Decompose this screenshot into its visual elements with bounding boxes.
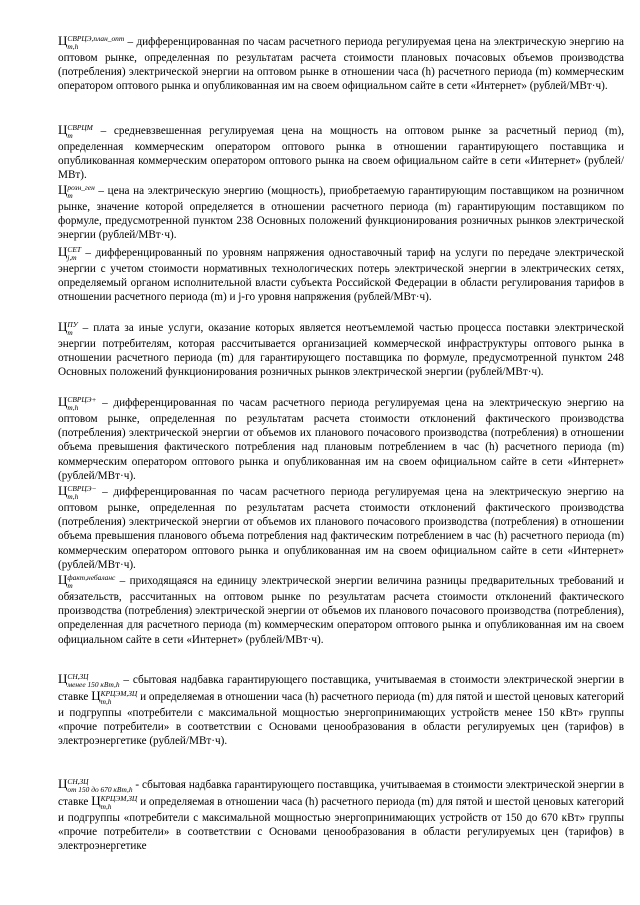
- symbol: Ц СВРЦЭ,план_опт m,h: [58, 33, 125, 51]
- definition-paragraph: Ц ПУ m – плата за иные услуги, оказание которых является неотъемлемой частью процесса поставки электрической энергии потребителям, которая рассчитывается организацией коммерческой инфраструктуры оптового рынка в отношении расчетного периода (m) для гарантирующего поставщика по формуле, предусмотренной пунктом 248 Основных положений функционирования розничных рынков электрической энергии (рублей/МВт·ч).: [58, 319, 624, 379]
- symbol: Ц СЕТ j,m: [58, 244, 81, 262]
- definition-paragraph: Ц СН,ЗЦ менее 150 кВт,h – сбытовая надбавка гарантирующего поставщика, учитываемая в стоимости электрической энергии в ставке Ц КРЦЭМ,ЗЦ m,h и определяемая в отношении часа (h) расчетного периода (m) для пятой и шестой ценовых категорий и подгруппы «потребители с максимальной мощностью энергопринимающих устройств менее 150 кВт» группы «прочие потребители» в соответствии с Основами ценообразования в области регулируемых цен (тарифов) в электроэнергетике (рублей/МВт·ч).: [58, 671, 624, 748]
- definition-paragraph: Ц факт,небаланс m – приходящаяся на единицу электрической энергии величина разницы предварительных требований и обязательств, рассчитанных на оптовом рынке по результатам расчета стоимости отклонений фактического производства (потребления) электрической энергии от объемов их планового почасового производства (потребления), определенная для расчетного периода (m) коммерческим оператором оптового рынка и опубликованная им на своем официальном сайте в сети «Интернет» (рублей/МВт·ч).: [58, 572, 624, 646]
- symbol: Ц СН,ЗЦ от 150 до 670 кВт,h: [58, 776, 133, 794]
- definition-paragraph: Ц розн_ген m – цена на электрическую энергию (мощность), приобретаемую гарантирующим поставщиком на розничном рынке, значение которой определяется в отношении расчетного периода (m) гарантирующим поставщиком по формуле, предусмотренной пунктом 238 Основных положений функционирования розничных рынков электрической энергии (рублей/МВт·ч).: [58, 182, 624, 242]
- symbol: Ц факт,небаланс m: [58, 572, 116, 590]
- symbol: Ц КРЦЭМ,ЗЦ m,h: [91, 793, 138, 811]
- symbol: Ц СН,ЗЦ менее 150 кВт,h: [58, 671, 120, 689]
- definition-paragraph: Ц СВРЦЭ,план_опт m,h – дифференцированная по часам расчетного периода регулируемая цена на электрическую энергию на оптовом рынке, определенная по результатам расчета стоимости плановых почасовых объемов производства (потребления) электрической энергии на оптовом рынке в отношении часа (h) расчетного периода (m) коммерческим оператором оптового рынка и опубликованная им на своем официальном сайте в сети «Интернет» (рублей/МВт·ч).: [58, 33, 624, 93]
- definition-paragraph: Ц СВРЦЭ− m,h – дифференцированная по часам расчетного периода регулируемая цена на электрическую энергию на оптовом рынке, определенная по результатам расчета стоимости отклонений фактического производства (потребления) электрической энергии от объемов их планового почасового производства (потребления) в отношении объема превышения планового объема потребления над фактическим потреблением в час (h) расчетного периода (m) коммерческим оператором оптового рынка и опубликованная им на своем официальном сайте в сети «Интернет» (рублей/МВт·ч).: [58, 483, 624, 571]
- definition-paragraph: Ц СВРЦМ m – средневзвешенная регулируемая цена на мощность на оптовом рынке за расчетный период (m), определенная коммерческим оператором оптового рынка в отношении гарантирующего поставщика и опубликованная коммерческим оператором оптового рынка на своем официальном сайте в сети «Интернет» (рублей/МВт).: [58, 122, 624, 182]
- definition-paragraph: Ц СН,ЗЦ от 150 до 670 кВт,h - сбытовая надбавка гарантирующего поставщика, учитываемая в стоимости электрической энергии в ставке Ц КРЦЭМ,ЗЦ m,h и определяемая в отношении часа (h) расчетного периода (m) для пятой и шестой ценовых категорий и подгруппы «потребители с максимальной мощностью энергопринимающих устройств от 150 до 670 кВт» группы «прочие потребители» в соответствии с Основами ценообразования в области регулируемых цен (тарифов) в электроэнергетике: [58, 776, 624, 853]
- definition-paragraph: Ц СВРЦЭ+ m,h – дифференцированная по часам расчетного периода регулируемая цена на электрическую энергию на оптовом рынке, определенная по результатам расчета стоимости отклонений фактического производства (потребления) электрической энергии от объемов их планового почасового производства (потребления) в отношении объема превышения фактического потребления над плановым потреблением в час (h) расчетного периода (m) коммерческим оператором оптового рынка и опубликованная им на своем официальном сайте в сети «Интернет» (рублей/МВт·ч).: [58, 394, 624, 482]
- symbol: Ц розн_ген m: [58, 182, 95, 200]
- definition-paragraph: Ц СЕТ j,m – дифференцированный по уровням напряжения одноставочный тариф на услуги по передаче электрической энергии с учетом стоимости нормативных технологических потерь электрической энергии в электрических сетях, определяемый органом исполнительной власти субъекта Российской Федерации в области регулирования тарифов в отношении расчетного периода (m) и j-го уровня напряжения (рублей/МВт·ч).: [58, 244, 624, 304]
- symbol: Ц КРЦЭМ,ЗЦ m,h: [91, 688, 138, 706]
- symbol: Ц ПУ m: [58, 319, 78, 337]
- symbol: Ц СВРЦЭ+ m,h: [58, 394, 97, 412]
- symbol: Ц СВРЦЭ− m,h: [58, 483, 97, 501]
- symbol: Ц СВРЦМ m: [58, 122, 93, 140]
